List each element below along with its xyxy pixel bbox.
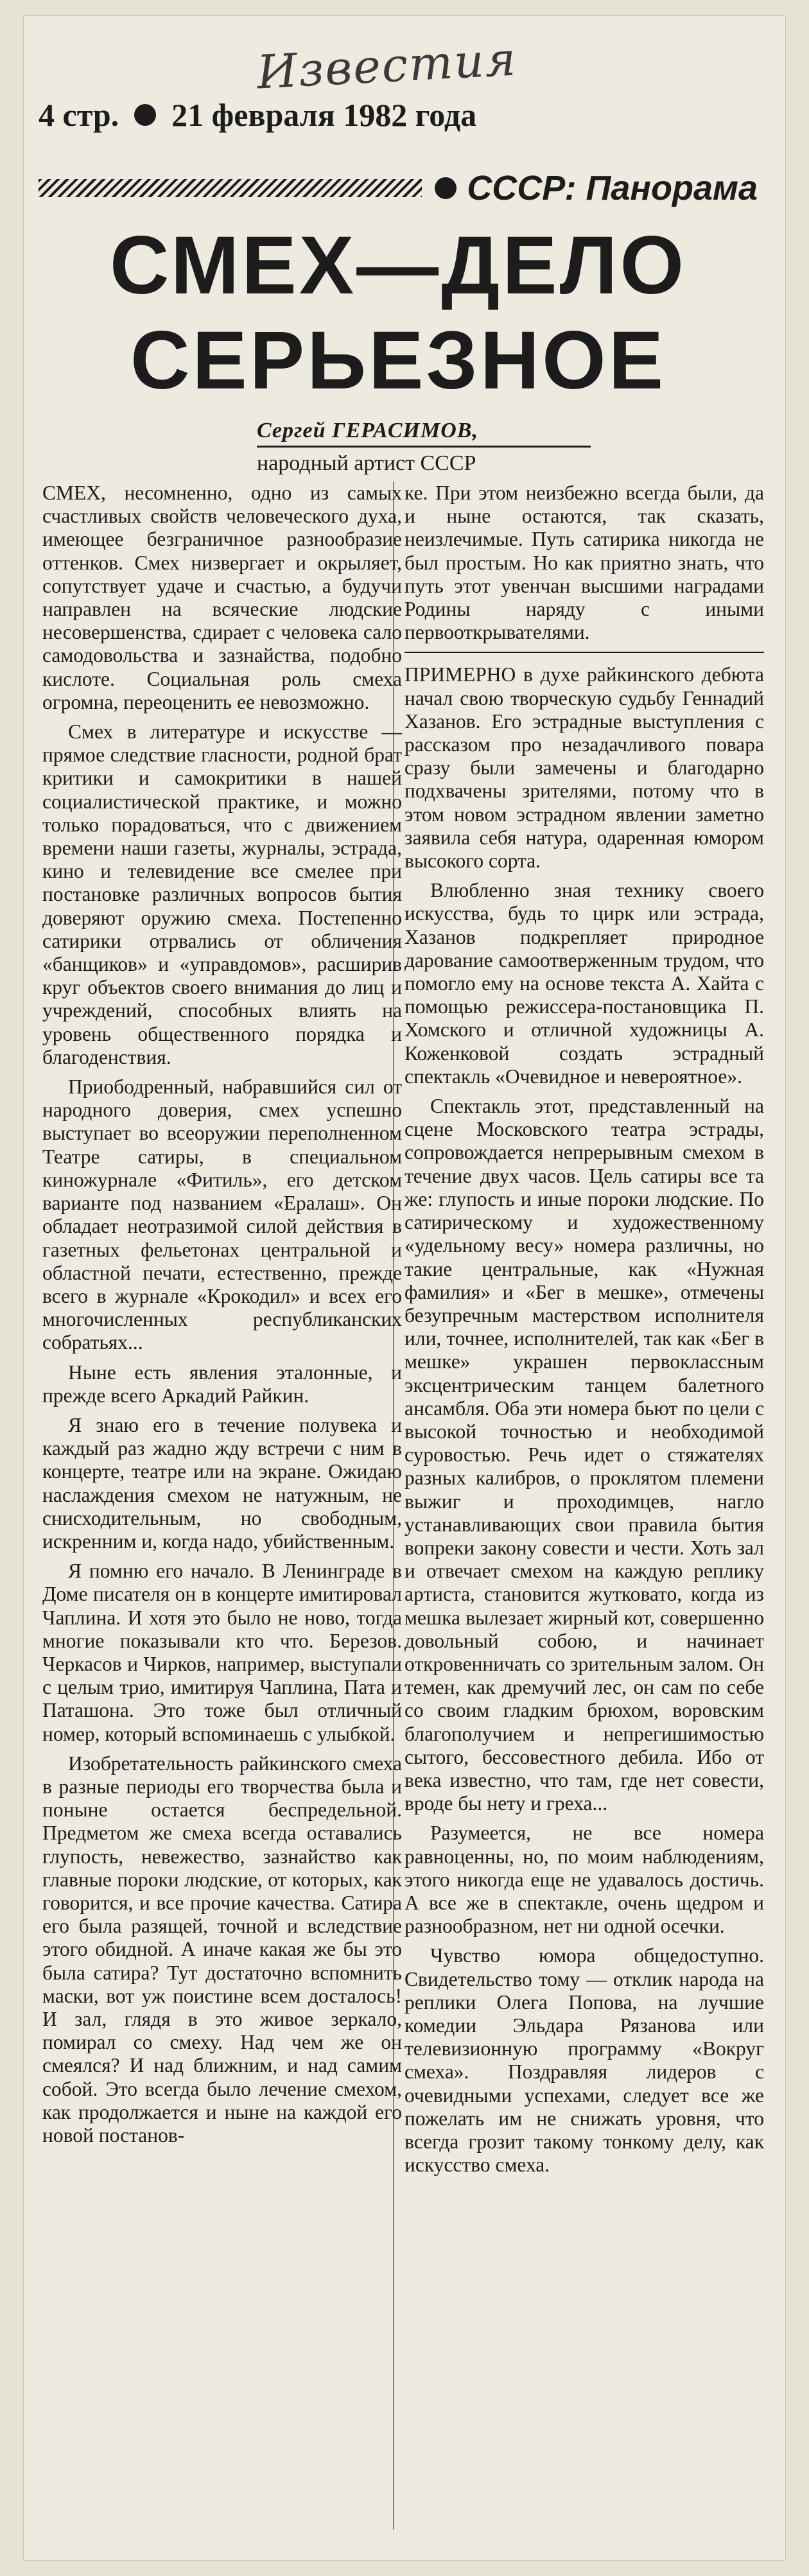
- author-block: [257, 417, 706, 477]
- section-divider: [405, 652, 764, 653]
- paragraph: Влюбленно зная технику своего искусства, будь то цирк или эстрада, Хазанов подкрепляет природное дарование самоотверженным трудом, что помогло ему на основе текста А. Хайта с помощью режиссера-постановщика П. Хомского и отличной художницы А. Коженковой создать эстрадный спектакль «Очевидное и невероятное».: [405, 879, 764, 1088]
- page-number: 4 стр.: [39, 97, 119, 133]
- dateline: [39, 96, 783, 134]
- paragraph: ПРИМЕРНО в духе райкинского дебюта начал свою творческую судьбу Геннадий Хазанов. Его эстрадные выступления с рассказом про незадачливого повара сразу были замечены и благодарно подхвачены зрителями, потому что в этом новом эстрадном явлении заметно заявила себя натура, одаренная юмором высокого сорта.: [405, 663, 764, 873]
- paragraph: Я помню его начало. В Ленинграде в Доме писателя он в концерте имитировал Чаплина. И хотя это было не ново, тогда многие показывали кто что. Березов. Черкасов и Чирков, например, выступали с целым трио, имитируя Чаплина, Пата и Паташона. Это тоже был отличный номер, который вспоминаешь с улыбкой.: [42, 1560, 402, 1745]
- paragraph: Я знаю его в течение полувека и каждый раз жадно жду встречи с ним в концерте, театре или на экране. Ожидаю наслаждения смехом не натужным, не снисходительным, но свободным, искренним и, когда надо, убийственным.: [42, 1413, 402, 1553]
- author-name: Сергей ГЕРАСИМОВ,: [257, 419, 478, 442]
- headline-line-1: СМЕХ—ДЕЛО: [109, 220, 687, 311]
- headline: [39, 218, 758, 408]
- right-column: [405, 482, 764, 2183]
- publication-date: 21 февраля 1982 года: [171, 97, 477, 133]
- paragraph: Изобретательность райкинского смеха в разные периоды его творчества была и поныне остается беспредельной. Предметом же смеха всегда оставались глупость, невежество, зазнайство как главные пороки людские, от которых, как говорится, и все прочие качества. Сатира его была разящей, точной и вследствие этого обидной. А иначе какая же бы это была сатира? Тут достаточно вспомнить маски, вот уж поистине всем досталось! И зал, глядя в это живое зеркало, помирал со смеху. Над чем же он смеялся? И над ближним, и над самим собой. Это всегда было лечение смехом, как продолжается и ныне на каждой его новой постанов-: [42, 1752, 402, 2147]
- paragraph: СМЕХ, несомненно, одно из самых счастливых свойств человеческого духа, имеющее безграничное разнообразие оттенков. Смех низвергает и окрыляет, сопутствует удаче и счастью, а будучи направлен на всяческие людские несовершенства, сдирает с человека сало самодовольства и зазнайства, подобно кислоте. Социальная роль смеха огромна, переоценить ее невозможно.: [42, 482, 402, 713]
- paragraph: Ныне есть явления эталонные, и прежде всего Аркадий Райкин.: [42, 1361, 402, 1407]
- paragraph: ке. При этом неизбежно всегда были, да и ныне остаются, так сказать, неизлечимые. Путь сатирика никогда не был простым. Но как приятно знать, что путь этот увенчан высшими наградами Родины наряду с иными первооткрывателями.: [405, 482, 764, 644]
- bullet-icon: [435, 177, 457, 199]
- headline-line-2: СЕРЬЕЗНОЕ: [130, 315, 666, 406]
- paragraph: Чувство юмора общедоступно. Свидетельство тому — отклик народа на реплики Олега Попова, на лучшие комедии Эльдара Рязанова или телевизионную программу «Вокруг смеха». Поздравляя лидеров с очевидными успехами, следует все же пожелать им не снижать уровня, что всегда грозит такому тонкому делу, как искусство смеха.: [405, 1944, 764, 2177]
- paragraph: Приободренный, набравшийся сил от народного доверия, смех успешно выступает во всеоружии переполненном Театре сатиры, в специальном киножурнале «Фитиль», его детском варианте под названием «Ералаш». Он обладает неотразимой силой действия в газетных фельетонах центральной и областной печати, естественно, прежде всего в журнале «Крокодил» и всех его многочисленных республиканских собратьях...: [42, 1075, 402, 1354]
- author-rule: [257, 446, 591, 448]
- paragraph: Спектакль этот, представленный на сцене Московского театра эстрады, сопровождается непрерывным смехом в течение двух часов. Цель сатиры все та же: глупость и иные пороки людские. По сатирическому и художественному «удельному весу» номера различны, но такие центральные, как «Нужная фамилия» и «Бег в мешке», отмечены безупречным мастерством исполнителя или, точнее, исполнителей, так как «Бег в мешке» украшен первоклассным эксцентрическим танцем балетного ансамбля. Оба эти номера бьют по цели с высокой точностью и необходимой суровостью. Речь идет о стяжателях разных калибров, о проклятом племени выжиг и проходимцев, нагло устанавливающих свои правила бытия вопреки закону совести и чести. Хоть зал и отвечает смехом на каждую реплику артиста, становится жутковато, когда из мешка вылезает жирный кот, совершенно довольный собою, и начинает откровенничать со зрительным залом. Он темен, как дремучий лес, он сам по себе со своим гладким брюхом, воровским благополучием и непрегишимостью сытого, бессовестного дебила. Ибо от века известно, что там, где нет совести, вроде бы нету и греха...: [405, 1095, 764, 1815]
- rubric-bar: [39, 166, 758, 211]
- bullet-icon: [134, 104, 156, 126]
- hatch-decoration: [39, 179, 422, 197]
- paragraph: Смех в литературе и искусстве — прямое следствие гласности, родной брат критики и самокритики в нашей социалистической практике, и можно только порадоваться, что с движением времени наши газеты, журналы, эстрада, кино и телевидение все смелее при постановке различных вопросов бытия доверяют оружию смеха. Постепенно сатирики отрвались от обличения «банщиков» и «управдомов», расширив круг объектов своего внимания до лиц и учреждений, способных влиять на уровень общественного порядка и благоденствия.: [42, 720, 402, 1068]
- paragraph: Разумеется, не все номера равноценны, но, по моим наблюдениям, этого никогда еще не удавалось достичь. А все же в спектакле, очень щедром и разнообразном, нет ни одной осечки.: [405, 1822, 764, 1938]
- rubric-title: СССР: Панорама: [467, 169, 758, 207]
- handwritten-note: Известия: [256, 31, 519, 100]
- left-column: [42, 482, 402, 2154]
- author-title: народный артист СССР: [257, 451, 476, 475]
